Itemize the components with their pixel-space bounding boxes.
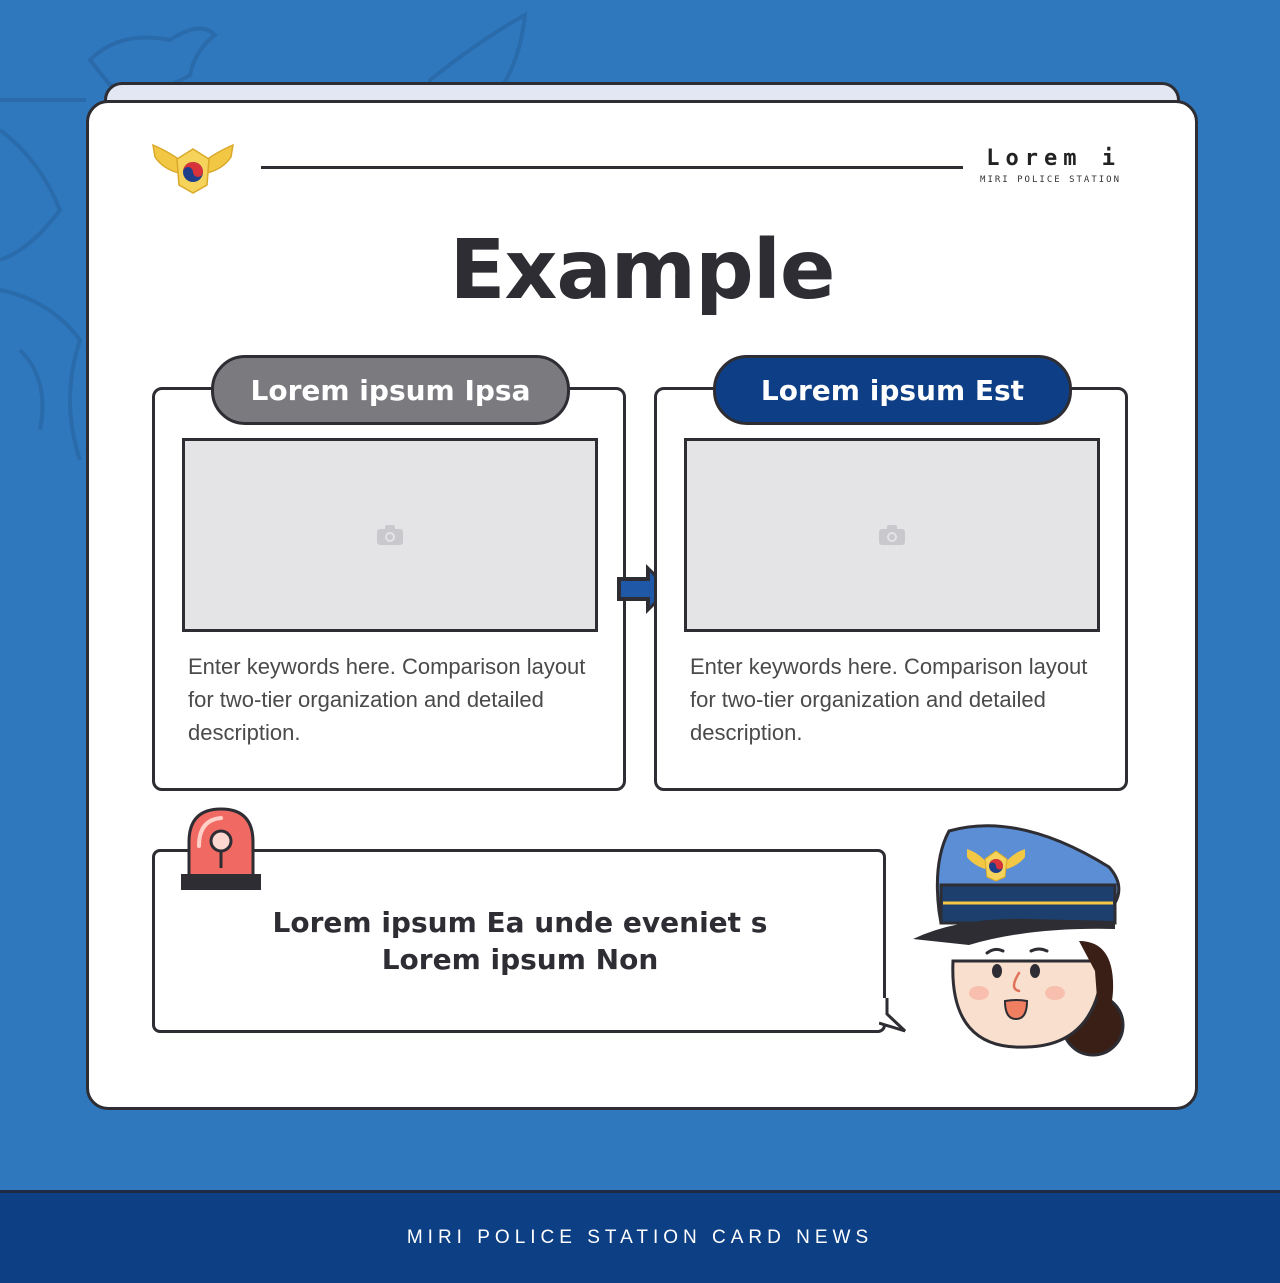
page-title: Example [449,223,835,318]
brand-name: Lorem i [986,146,1121,171]
footer-bar [0,1190,1280,1283]
panel-label-left: Lorem ipsum Ipsa [211,355,570,425]
callout-line-1: Lorem ipsum Ea unde eveniet s [272,906,768,939]
camera-icon [376,524,404,546]
police-emblem-icon [151,139,235,195]
speech-bubble-tail [879,998,909,1034]
brand-subtitle: MIRI POLICE STATION [980,175,1121,185]
siren-icon [179,806,263,894]
card-news-panel [86,100,1198,1110]
image-placeholder-right[interactable] [684,438,1100,632]
footer-text: MIRI POLICE STATION CARD NEWS [406,1227,874,1248]
callout-text [215,904,825,978]
header-divider [261,166,963,169]
comparison-panel-right [654,373,1128,791]
brand-block [980,145,1121,185]
panel-label-right: Lorem ipsum Est [713,355,1072,425]
camera-icon [878,524,906,546]
panel-description-left: Enter keywords here. Comparison layout for two-tier organization and detailed description. [188,654,586,745]
panel-description-right: Enter keywords here. Comparison layout for two-tier organization and detailed description. [690,654,1088,745]
callout-line-2: Lorem ipsum Non [381,943,659,976]
comparison-panel-left [152,373,626,791]
police-officer-mascot [909,821,1129,1061]
image-placeholder-left[interactable] [182,438,598,632]
